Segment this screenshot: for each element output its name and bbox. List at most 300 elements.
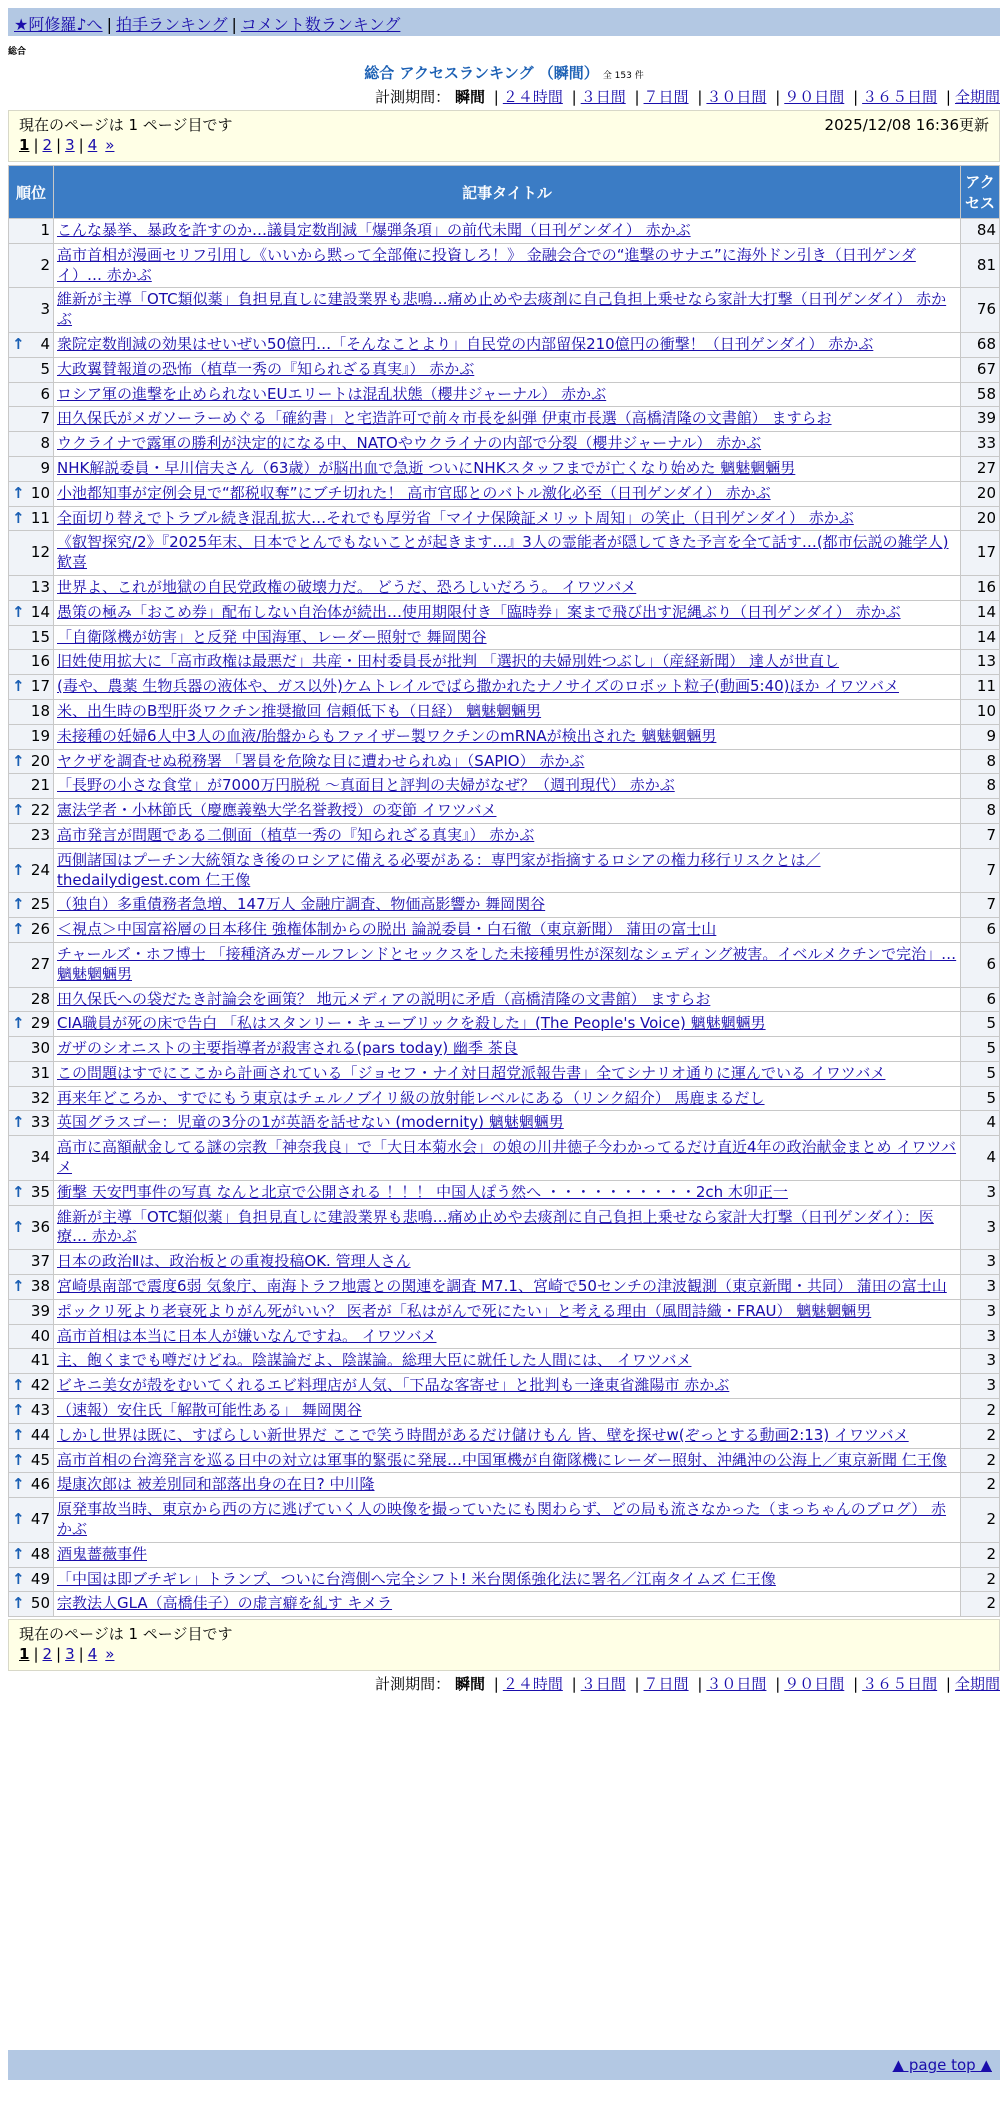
access-count: 5	[961, 1087, 999, 1111]
article-link[interactable]: しかし世界は既に、すばらしい新世界だ ここで笑う時間があるだけ儲けもん 皆、壁を探せw(ぞっとする動画2:13) イワツバメ	[57, 1425, 909, 1444]
rank-number: 36	[30, 1217, 50, 1236]
article-link[interactable]: 「自衛隊機が妨害」と反発 中国海軍、レーダー照射で 舞岡関谷	[57, 627, 487, 646]
page-link-3[interactable]: 3	[65, 1645, 75, 1663]
access-count: 4	[961, 1136, 999, 1180]
period-3d-link[interactable]: ３日間	[580, 88, 626, 106]
title-cell	[54, 799, 960, 823]
table-row	[9, 482, 999, 506]
article-link[interactable]: 酒鬼薔薇事件	[57, 1544, 148, 1563]
title-cell	[54, 288, 960, 332]
rank-number: 8	[40, 434, 50, 453]
rank-cell	[9, 1111, 53, 1135]
rank-cell	[9, 1399, 53, 1423]
table-row	[9, 799, 999, 823]
article-link[interactable]: 旧姓使用拡大に「高市政権は最悪だ」共産・田村委員長が批判 「選択的夫婦別姓つぶし」（産経新聞） 達人が世直し	[57, 652, 840, 671]
article-link[interactable]: 世界よ、これが地獄の自民党政権の破壊力だ。 どうだ、恐ろしいだろう。 イワツバメ	[57, 577, 637, 596]
up-arrow-icon: ↑	[12, 1401, 25, 1420]
title-cell	[54, 1087, 960, 1111]
table-row	[9, 383, 999, 407]
title-cell	[54, 482, 960, 506]
article-link[interactable]: NHK解説委員・早川信夫さん（63歳）が脳出血で急逝 ついにNHKスタッフまでが亡くなり始めた 魑魅魍魎男	[57, 458, 796, 477]
article-link[interactable]: CIA職員が死の床で告白 「私はスタンリー・キューブリックを殺した」(The People's Voice) 魑魅魍魎男	[57, 1014, 766, 1033]
up-arrow-icon: ↑	[12, 1475, 25, 1494]
rank-number: 45	[30, 1450, 50, 1469]
article-link[interactable]: （速報）安住氏「解散可能性ある」 舞岡関谷	[57, 1401, 362, 1420]
table-row	[9, 675, 999, 699]
home-link[interactable]: ★阿修羅♪へ	[14, 15, 103, 34]
period-30d-link[interactable]: ３０日間	[706, 1675, 767, 1693]
access-count: 7	[961, 893, 999, 917]
rank-cell	[9, 893, 53, 917]
access-count: 5	[961, 1062, 999, 1086]
article-link[interactable]: 未接種の妊婦6人中3人の血液/胎盤からもファイザー製ワクチンのmRNAが検出された 魑魅魍魎男	[57, 726, 717, 745]
rank-number: 18	[30, 701, 50, 720]
top-nav-bar	[8, 8, 1000, 36]
page-link-3[interactable]: 3	[65, 136, 75, 154]
title-cell	[54, 1568, 960, 1592]
table-row	[9, 407, 999, 431]
access-count: 2	[961, 1592, 999, 1616]
access-count: 3	[961, 1250, 999, 1274]
title-cell	[54, 432, 960, 456]
rank-cell	[9, 358, 53, 382]
rank-cell	[9, 918, 53, 942]
access-count: 68	[961, 333, 999, 357]
rank-cell	[9, 383, 53, 407]
table-row	[9, 507, 999, 531]
ranking-title: 総合 アクセスランキング （瞬間）	[364, 64, 599, 82]
period-90d-link[interactable]: ９０日間	[784, 1675, 845, 1693]
rank-number: 32	[30, 1088, 50, 1107]
table-header	[9, 166, 999, 218]
title-cell	[54, 1012, 960, 1036]
total-count: 全 153 件	[602, 71, 644, 81]
access-count: 6	[961, 943, 999, 987]
table-row	[9, 1349, 999, 1373]
period-7d-link[interactable]: ７日間	[643, 1675, 689, 1693]
table-row	[9, 1449, 999, 1473]
period-current: 瞬間	[454, 88, 485, 106]
up-arrow-icon: ↑	[12, 1376, 25, 1395]
title-cell	[54, 1592, 960, 1616]
rank-cell	[9, 675, 53, 699]
rank-number: 5	[40, 359, 50, 378]
article-link[interactable]: 《叡智探究/2》『2025年末、日本でとんでもないことが起きます…』3人の霊能者が隠してきた予言を全て話す…(都市伝説の雑学人) 歓喜	[57, 533, 949, 572]
rank-number: 15	[30, 627, 50, 646]
access-count: 3	[961, 1206, 999, 1250]
rank-cell	[9, 1568, 53, 1592]
page-link-2[interactable]: 2	[42, 1645, 53, 1663]
title-cell	[54, 725, 960, 749]
rank-number: 7	[40, 409, 50, 428]
access-count: 3	[961, 1300, 999, 1324]
table-row	[9, 457, 999, 481]
title-cell	[54, 1136, 960, 1180]
pagination: 1 | 2 | 3 | 4 »	[19, 136, 115, 154]
table-row	[9, 1111, 999, 1135]
rank-cell	[9, 725, 53, 749]
rank-cell	[9, 1087, 53, 1111]
title-cell	[54, 849, 960, 893]
title-cell	[54, 358, 960, 382]
period-24h-link[interactable]: ２４時間	[502, 1675, 563, 1693]
table-row	[9, 1087, 999, 1111]
table-row	[9, 626, 999, 650]
article-link[interactable]: 高市首相は本当に日本人が嫌いなんですね。 イワツバメ	[57, 1326, 437, 1345]
period-all-link[interactable]: 全期間	[954, 1675, 1000, 1693]
page-next-link[interactable]: »	[105, 1645, 115, 1663]
rank-cell	[9, 407, 53, 431]
rank-number: 49	[30, 1569, 50, 1588]
rank-cell	[9, 1062, 53, 1086]
table-row	[9, 1250, 999, 1274]
article-link[interactable]: 衝撃 天安門事件の写真 なんと北京で公開される ！！！ 中国人ぽう然へ ・・・・・・・・・・2ch 木卯正一	[57, 1182, 788, 1201]
page-link-4[interactable]: 4	[87, 1645, 98, 1663]
article-link[interactable]: （独自）多重債務者急増、147万人 金融庁調査、物価高影響か 舞岡関谷	[57, 895, 546, 914]
up-arrow-icon: ↑	[12, 1277, 25, 1296]
title-cell	[54, 824, 960, 848]
article-link[interactable]: ロシア軍の進撃を止められないEUエリートは混乱状態（櫻井ジャーナル） 赤かぶ	[57, 384, 607, 403]
access-count: 7	[961, 849, 999, 893]
table-row	[9, 650, 999, 674]
table-row	[9, 774, 999, 798]
rank-number: 22	[30, 801, 50, 820]
rank-number: 21	[30, 776, 50, 795]
period-90d-link[interactable]: ９０日間	[784, 88, 845, 106]
up-arrow-icon: ↑	[12, 1510, 25, 1529]
title-cell	[54, 1275, 960, 1299]
period-all-link[interactable]: 全期間	[954, 88, 1000, 106]
page-link-2[interactable]: 2	[42, 136, 53, 154]
rank-cell	[9, 1206, 53, 1250]
article-link[interactable]: 愚策の極み「おこめ券」配布しない自治体が続出…使用期限付き「臨時券」案まで飛び出す泥縄ぶり（日刊ゲンダイ） 赤かぶ	[57, 602, 901, 621]
table-row	[9, 219, 999, 243]
title-cell	[54, 1473, 960, 1497]
article-link[interactable]: ポックリ死より老衰死よりがん死がいい？ 医者が「私はがんで死にたい」と考える理由（風間詩織・FRAU） 魑魅魍魎男	[57, 1301, 872, 1320]
access-count: 4	[961, 1111, 999, 1135]
nav-separator: |	[106, 15, 112, 34]
rank-number: 3	[40, 300, 50, 319]
rank-cell	[9, 333, 53, 357]
page-top-link[interactable]: ▲ page top ▲	[892, 2056, 992, 2074]
access-count: 3	[961, 1349, 999, 1373]
article-link[interactable]: 衆院定数削減の効果はせいぜい50億円…「そんなことより」自民党の内部留保210億円の衝撃！（日刊ゲンダイ） 赤かぶ	[57, 334, 874, 353]
table-row	[9, 918, 999, 942]
access-count: 67	[961, 358, 999, 382]
period-selector-bottom: 計測期間： 瞬間 | ２４時間 | ３日間 | ７日間 | ３０日間 | ９０日間 | ３６５日間 | 全期間	[375, 1675, 1000, 1693]
rank-number: 26	[30, 920, 50, 939]
table-row	[9, 576, 999, 600]
access-count: 2	[961, 1449, 999, 1473]
page-title	[0, 62, 1008, 83]
period-current: 瞬間	[454, 1675, 485, 1693]
article-link[interactable]: 憲法学者・小林節氏（慶應義塾大学名誉教授）の変節 イワツバメ	[57, 801, 497, 820]
article-link[interactable]: 西側諸国はプーチン大統領なき後のロシアに備える必要がある：専門家が指摘するロシアの権力移行リスクとは／thedailydigest.com 仁王像	[57, 850, 821, 889]
access-count: 20	[961, 507, 999, 531]
article-link[interactable]: チャールズ・ホフ博士 「接種済みガールフレンドとセックスをした未接種男性が深刻なシェディング被害。イベルメクチンで完治」… 魑魅魍魎男	[57, 944, 957, 983]
period-7d-link[interactable]: ７日間	[643, 88, 689, 106]
article-link[interactable]: 原発事故当時、東京から西の方に逃げていく人の映像を撮っていたにも関わらず、どの局も流さなかった（まっちゃんのブログ） 赤かぶ	[57, 1500, 947, 1539]
table-row	[9, 988, 999, 1012]
rank-cell	[9, 1349, 53, 1373]
rank-number: 12	[30, 543, 50, 562]
rank-number: 20	[30, 751, 50, 770]
title-cell	[54, 1111, 960, 1135]
table-row	[9, 849, 999, 893]
rank-cell	[9, 626, 53, 650]
access-count: 2	[961, 1473, 999, 1497]
article-link[interactable]: 「長野の小さな食堂」が7000万円脱税 ～真面目と評判の夫婦がなぜ？（週刊現代） 赤かぶ	[57, 776, 675, 795]
access-count: 3	[961, 1275, 999, 1299]
title-cell	[54, 650, 960, 674]
rank-number: 34	[30, 1148, 50, 1167]
title-cell	[54, 988, 960, 1012]
article-link[interactable]: ヤクザを調査せぬ税務署 「署員を危険な目に遭わせられぬ」（SAPIO） 赤かぶ	[57, 751, 585, 770]
page-info-top	[8, 110, 1000, 162]
article-link[interactable]: ビキニ美女が殻をむいてくれるエビ料理店が人気、「下品な客寄せ」と批判も一逢東省濰陽市 赤かぶ	[57, 1376, 730, 1395]
rank-number: 37	[30, 1252, 50, 1271]
rank-cell	[9, 774, 53, 798]
rank-number: 17	[30, 677, 50, 696]
access-count: 16	[961, 576, 999, 600]
table-row	[9, 1424, 999, 1448]
rank-cell	[9, 1543, 53, 1567]
table-row	[9, 1275, 999, 1299]
rank-cell	[9, 943, 53, 987]
rank-cell	[9, 700, 53, 724]
up-arrow-icon: ↑	[12, 677, 25, 696]
rank-cell	[9, 1473, 53, 1497]
rank-number: 42	[30, 1376, 50, 1395]
table-row	[9, 358, 999, 382]
article-link[interactable]: 「中国は即ブチギレ」トランプ、ついに台湾側へ完全シフト! 米台関係強化法に署名／江南タイムズ 仁王像	[57, 1569, 776, 1588]
category-label: 総合	[8, 47, 27, 57]
rank-cell	[9, 849, 53, 893]
rank-number: 29	[30, 1014, 50, 1033]
clap-ranking-link[interactable]: 拍手ランキング	[115, 15, 228, 34]
title-cell	[54, 1206, 960, 1250]
period-3d-link[interactable]: ３日間	[580, 1675, 626, 1693]
title-cell	[54, 507, 960, 531]
rank-cell	[9, 1300, 53, 1324]
title-cell	[54, 333, 960, 357]
rank-number: 2	[40, 255, 50, 274]
rank-cell	[9, 799, 53, 823]
up-arrow-icon: ↑	[12, 1425, 25, 1444]
article-link[interactable]: 高市発言が問題である二側面（植草一秀の『知られざる真実』） 赤かぶ	[57, 825, 535, 844]
period-365d-link[interactable]: ３６５日間	[862, 88, 938, 106]
page-next-link[interactable]: »	[105, 136, 115, 154]
article-link[interactable]: ガザのシオニストの主要指導者が殺害される(pars today) 幽季 茶良	[57, 1039, 518, 1058]
rank-cell	[9, 288, 53, 332]
rank-number: 28	[30, 989, 50, 1008]
access-count: 14	[961, 626, 999, 650]
page-current: 1	[19, 1645, 30, 1663]
up-arrow-icon: ↑	[12, 1014, 25, 1033]
rank-number: 27	[30, 954, 50, 973]
table-row	[9, 1592, 999, 1616]
pagination: 1 | 2 | 3 | 4 »	[19, 1645, 115, 1663]
table-row	[9, 1325, 999, 1349]
rank-number: 50	[30, 1594, 50, 1613]
up-arrow-icon: ↑	[12, 1113, 25, 1132]
rank-cell	[9, 1012, 53, 1036]
article-link[interactable]: 高市首相が漫画セリフ引用し《いいから黙って全部俺に投資しろ！》 金融会合での“進撃のサナエ”に海外ドン引き（日刊ゲンダイ）… 赤かぶ	[57, 245, 916, 284]
article-link[interactable]: 宮崎県南部で震度6弱 気象庁、南海トラフ地震との関連を調査 M7.1、宮崎で50センチの津波観測（東京新聞・共同） 蒲田の富士山	[57, 1277, 947, 1296]
rank-number: 31	[30, 1063, 50, 1082]
up-arrow-icon: ↑	[12, 1182, 25, 1201]
period-365d-link[interactable]: ３６５日間	[862, 1675, 938, 1693]
period-label: 計測期間：	[375, 88, 451, 106]
up-arrow-icon: ↑	[12, 483, 25, 502]
access-count: 27	[961, 457, 999, 481]
table-row	[9, 333, 999, 357]
current-page-text: 現在のページは 1 ページ目です	[19, 116, 233, 134]
article-link[interactable]: 全面切り替えでトラブル続き混乱拡大…それでも厚労省「マイナ保険証メリット周知」の笑止（日刊ゲンダイ） 赤かぶ	[57, 508, 854, 527]
rank-cell	[9, 531, 53, 575]
page-link-4[interactable]: 4	[87, 136, 98, 154]
table-row	[9, 1473, 999, 1497]
article-link[interactable]: 再来年どころか、すでにもう東京はチェルノブイリ級の放射能レベルにある（リンク紹介） 馬鹿まるだし	[57, 1088, 765, 1107]
rank-cell	[9, 1374, 53, 1398]
comment-ranking-link[interactable]: コメント数ランキング	[240, 15, 401, 34]
table-row	[9, 1012, 999, 1036]
access-count: 9	[961, 725, 999, 749]
article-link[interactable]: 英国グラスゴー：児童の3分の1が英語を話せない (modernity) 魑魅魍魎男	[57, 1113, 564, 1132]
access-count: 58	[961, 383, 999, 407]
table-row	[9, 1206, 999, 1250]
title-cell	[54, 774, 960, 798]
col-title-header: 記事タイトル	[54, 166, 960, 218]
rank-cell	[9, 650, 53, 674]
article-link[interactable]: 大政翼賛報道の恐怖（植草一秀の『知られざる真実』） 赤かぶ	[57, 359, 475, 378]
table-row	[9, 1136, 999, 1180]
access-count: 6	[961, 988, 999, 1012]
article-link[interactable]: ＜視点＞中国富裕層の日本移住 強権体制からの脱出 論説委員・白石徹（東京新聞） 蒲田の富士山	[57, 920, 717, 939]
article-link[interactable]: (毒や、農薬 生物兵器の液体や、ガス以外)ケムトレイルでばら撒かれたナノサイズのロボット粒子(動画5:40)ほか イワツバメ	[57, 677, 899, 696]
rank-number: 14	[30, 602, 50, 621]
access-count: 76	[961, 288, 999, 332]
table-row	[9, 432, 999, 456]
article-link[interactable]: 田久保氏がメガソーラーめぐる「確約書」と宅造許可で前々市長を糾弾 伊東市長選（高橋清隆の文書館） ますらお	[57, 409, 832, 428]
article-link[interactable]: この問題はすでにここから計画されている「ジョセフ・ナイ対日超党派報告書」全てシナリオ通りに運んでいる イワツバメ	[57, 1063, 886, 1082]
table-row	[9, 601, 999, 625]
access-count: 13	[961, 650, 999, 674]
rank-cell	[9, 1037, 53, 1061]
table-row	[9, 244, 999, 288]
up-arrow-icon: ↑	[12, 602, 25, 621]
table-row	[9, 1543, 999, 1567]
rank-cell	[9, 576, 53, 600]
title-cell	[54, 700, 960, 724]
article-link[interactable]: 維新が主導「OTC類似薬」負担見直しに建設業界も悲鳴…痛め止めや去痰剤に自己負担上乗せなら家計大打撃（日刊ゲンダイ） 赤かぶ	[57, 290, 947, 329]
nav-separator: |	[231, 15, 237, 34]
current-page-text: 現在のページは 1 ページ目です	[19, 1625, 233, 1643]
up-arrow-icon: ↑	[12, 508, 25, 527]
rank-cell	[9, 1498, 53, 1542]
access-count: 6	[961, 918, 999, 942]
title-cell	[54, 601, 960, 625]
table-row	[9, 288, 999, 332]
article-link[interactable]: 堤康次郎は 被差別同和部落出身の在日? 中川隆	[57, 1475, 375, 1494]
title-cell	[54, 626, 960, 650]
rank-cell	[9, 988, 53, 1012]
rank-cell	[9, 482, 53, 506]
article-link[interactable]: 田久保氏への袋だたき討論会を画策？ 地元メディアの説明に矛盾（高橋清隆の文書館） ますらお	[57, 989, 711, 1008]
rank-cell	[9, 507, 53, 531]
article-link[interactable]: 主、飽くまでも噂だけどね。陰謀論だよ、陰謀論。総理大臣に就任した人間には、 イワツバメ	[57, 1351, 692, 1370]
title-cell	[54, 750, 960, 774]
title-cell	[54, 1250, 960, 1274]
period-30d-link[interactable]: ３０日間	[706, 88, 767, 106]
rank-number: 39	[30, 1301, 50, 1320]
page-current: 1	[19, 136, 30, 154]
rank-cell	[9, 432, 53, 456]
up-arrow-icon: ↑	[12, 895, 25, 914]
rank-number: 4	[40, 334, 50, 353]
rank-number: 41	[30, 1351, 50, 1370]
title-cell	[54, 1498, 960, 1542]
rank-number: 48	[30, 1544, 50, 1563]
access-count: 8	[961, 774, 999, 798]
title-cell	[54, 1349, 960, 1373]
article-link[interactable]: 宗教法人GLA（高橋佳子）の虚言癖を糺す キメラ	[57, 1594, 393, 1613]
period-24h-link[interactable]: ２４時間	[502, 88, 563, 106]
title-cell	[54, 943, 960, 987]
rank-cell	[9, 750, 53, 774]
rank-number: 33	[30, 1113, 50, 1132]
rank-number: 10	[30, 483, 50, 502]
rank-cell	[9, 824, 53, 848]
access-count: 7	[961, 824, 999, 848]
article-link[interactable]: 米、出生時のB型肝炎ワクチン推奨撤回 信頼低下も（日経） 魑魅魍魎男	[57, 701, 542, 720]
title-cell	[54, 219, 960, 243]
rank-number: 23	[30, 825, 50, 844]
rank-cell	[9, 1424, 53, 1448]
table-row	[9, 1374, 999, 1398]
article-link[interactable]: 高市首相の台湾発言を巡る日中の対立は軍事的緊張に発展…中国軍機が自衛隊機にレーダー照射、沖縄沖の公海上／東京新聞 仁王像	[57, 1450, 947, 1469]
article-link[interactable]: 維新が主導「OTC類似薬」負担見直しに建設業界も悲鳴…痛め止めや去痰剤に自己負担上乗せなら家計大打撃（日刊ゲンダイ）：医療… 赤かぶ	[57, 1207, 934, 1246]
article-link[interactable]: ウクライナで露軍の勝利が決定的になる中、NATOやウクライナの内部で分裂（櫻井ジャーナル） 赤かぶ	[57, 434, 762, 453]
article-link[interactable]: 高市に高額献金してる謎の宗教「神奈我良」で「大日本菊水会」の娘の川井徳子今わかってるだけ直近4年の政治献金まとめ イワツバメ	[57, 1138, 957, 1177]
rank-number: 38	[30, 1277, 50, 1296]
ranking-table	[8, 165, 1000, 1617]
rank-number: 30	[30, 1039, 50, 1058]
title-cell	[54, 1543, 960, 1567]
table-row	[9, 893, 999, 917]
table-row	[9, 1062, 999, 1086]
title-cell	[54, 457, 960, 481]
title-cell	[54, 1300, 960, 1324]
article-link[interactable]: 小池都知事が定例会見で“都税収奪”にブチ切れた！ 高市官邸とのバトル激化必至（日刊ゲンダイ） 赤かぶ	[57, 483, 771, 502]
rank-number: 6	[40, 384, 50, 403]
access-count: 2	[961, 1543, 999, 1567]
rank-number: 24	[30, 860, 50, 879]
table-row	[9, 1498, 999, 1542]
access-count: 14	[961, 601, 999, 625]
article-link[interactable]: 日本の政治Ⅱは、政治板との重複投稿OK. 管理人さん	[57, 1252, 411, 1271]
up-arrow-icon: ↑	[12, 1594, 25, 1613]
page-info-bottom	[8, 1619, 1000, 1671]
title-cell	[54, 1399, 960, 1423]
title-cell	[54, 675, 960, 699]
ranking-body	[9, 219, 999, 1616]
article-link[interactable]: こんな暴挙、暴政を許すのか…議員定数削減「爆弾条項」の前代未聞（日刊ゲンダイ） 赤かぶ	[57, 221, 691, 239]
table-row	[9, 725, 999, 749]
rank-number: 47	[30, 1510, 50, 1529]
rank-number: 43	[30, 1401, 50, 1420]
table-row	[9, 700, 999, 724]
